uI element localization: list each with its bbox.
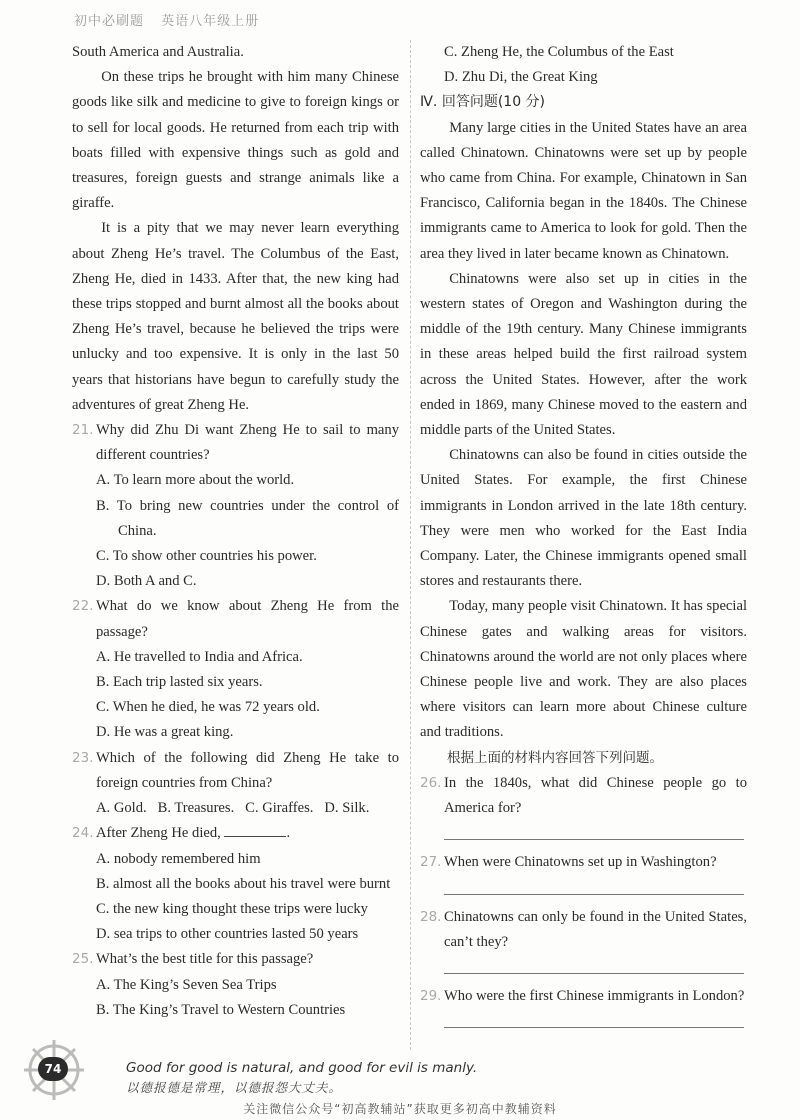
option[interactable]: B. Each trip lasted six years. bbox=[96, 674, 263, 691]
option[interactable]: D. He was a great king. bbox=[96, 724, 234, 741]
question-25 bbox=[72, 947, 399, 1023]
option[interactable]: B. The King’s Travel to Western Countries bbox=[96, 1001, 346, 1018]
question-text: What’s the best title for this passage? bbox=[96, 951, 314, 968]
option[interactable]: A. To learn more about the world. bbox=[96, 472, 295, 489]
answer-line[interactable] bbox=[444, 1013, 744, 1028]
question-29 bbox=[420, 984, 747, 1028]
page-number: 74 bbox=[38, 1057, 68, 1081]
passage-paragraph: Chinatowns can also be found in cities outside the United States. For example, the first Chinese immigrants in London arrived in the late 18th century. They were men who worked for the East India Company. Later, the Chinese immigrants opened small stores and restaurants there. bbox=[420, 447, 747, 590]
question-text: Which of the following did Zheng He take to foreign countries from China? bbox=[96, 749, 399, 791]
option[interactable]: C. To show other countries his power. bbox=[96, 548, 317, 565]
question-number: 23. bbox=[72, 749, 94, 766]
question-28 bbox=[420, 905, 747, 974]
question-number: 27. bbox=[420, 854, 442, 871]
question-number: 26. bbox=[420, 774, 442, 791]
option[interactable]: C. When he died, he was 72 years old. bbox=[96, 699, 320, 716]
quote-english: Good for good is natural, and good for evil is manly. bbox=[126, 1060, 478, 1076]
answer-blank[interactable] bbox=[224, 822, 286, 837]
question-number: 28. bbox=[420, 908, 442, 925]
question-number: 25. bbox=[72, 951, 94, 968]
question-number: 29. bbox=[420, 987, 442, 1004]
quote-chinese: 以德报德是常理，以德报怨大丈夫。 bbox=[126, 1080, 343, 1095]
book-title: 初中必刷题 bbox=[74, 14, 145, 29]
passage-paragraph: Chinatowns were also set up in cities in the western states of Oregon and Washington during the middle of the 19th century. Many Chinese immigrants in these areas helped build the first railroad system across the United States. However, after the work ended in 1869, many Chinese moved to the eastern and middle parts of the United States. bbox=[420, 270, 747, 439]
option[interactable]: C. the new king thought these trips were lucky bbox=[96, 900, 368, 917]
question-number: 22. bbox=[72, 598, 94, 615]
section-title: Ⅳ. 回答问题(10 分) bbox=[420, 94, 546, 111]
option[interactable]: B. To bring new countries under the control of China. bbox=[96, 497, 399, 539]
question-21 bbox=[72, 418, 399, 594]
answer-line[interactable] bbox=[444, 880, 744, 895]
option[interactable]: D. sea trips to other countries lasted 50 years bbox=[96, 926, 359, 943]
passage-paragraph: Many large cities in the United States have an area called Chinatown. Chinatowns were set up by people who came from China. For example, Chinatown in San Francisco, California began in the 1840s. The Chinese immigrants came to America to look for gold. Then the area they lived in later became known as Chinatown. bbox=[420, 119, 747, 262]
question-text: In the 1840s, what did Chinese people go to America for? bbox=[444, 774, 747, 817]
left-column bbox=[72, 40, 399, 1023]
promo-text: 关注微信公众号“初高教辅站”获取更多初高中教辅资料 bbox=[243, 1102, 557, 1116]
question-22 bbox=[72, 594, 399, 745]
option[interactable]: A. The King’s Seven Sea Trips bbox=[96, 976, 277, 993]
option[interactable]: D. Both A and C. bbox=[96, 573, 197, 590]
subject-title: 英语八年级上册 bbox=[161, 14, 260, 29]
question-27 bbox=[420, 850, 747, 894]
passage-paragraph: On these trips he brought with him many Chinese goods like silk and medicine to give to foreign kings or to sell for local goods. He returned from each trip with boats filled with expensive things such as gold and treasures, foreign guests and strange animals like a giraffe. bbox=[72, 69, 399, 212]
answer-line[interactable] bbox=[444, 825, 744, 840]
question-text: When were Chinatowns set up in Washington? bbox=[444, 854, 717, 871]
question-number: 21. bbox=[72, 422, 94, 439]
answer-line[interactable] bbox=[444, 959, 744, 974]
question-23 bbox=[72, 746, 399, 822]
option[interactable]: D. Zhu Di, the Great King bbox=[444, 69, 598, 86]
question-text: After Zheng He died, bbox=[96, 825, 221, 842]
question-number: 24. bbox=[72, 825, 94, 842]
passage-text: South America and Australia. bbox=[72, 44, 244, 60]
inline-options[interactable]: A. Gold. B. Treasures. C. Giraffes. D. Silk. bbox=[96, 800, 370, 817]
question-26 bbox=[420, 771, 747, 840]
question-text: Who were the first Chinese immigrants in London? bbox=[444, 987, 745, 1004]
column-divider bbox=[410, 40, 411, 1050]
question-text: Chinatowns can only be found in the United States, can’t they? bbox=[444, 908, 747, 950]
option[interactable]: A. He travelled to India and Africa. bbox=[96, 648, 303, 665]
passage-paragraph: It is a pity that we may never learn everything about Zheng He’s travel. The Columbus of the East, Zheng He, died in 1433. After that, the new king had these trips stopped and burnt almost all the books about Zheng He’s travel, because he believed the trips were unlucky and too expensive. It is only in the last 50 years that historians have begun to carefully study the adventures of great Zheng He. bbox=[72, 220, 399, 413]
right-column bbox=[420, 40, 747, 1038]
option[interactable]: C. Zheng He, the Columbus of the East bbox=[444, 44, 674, 60]
question-text: Why did Zhu Di want Zheng He to sail to many different countries? bbox=[96, 422, 399, 464]
page-header bbox=[74, 10, 271, 29]
passage-paragraph: Today, many people visit Chinatown. It has special Chinese gates and walking areas for visitors. Chinatowns around the world are not only places where Chinese people live and work. They are also places where visitors can learn more about Chinese culture and traditions. bbox=[420, 598, 747, 741]
instruction: 根据上面的材料内容回答下列问题。 bbox=[447, 749, 663, 766]
option[interactable]: A. nobody remembered him bbox=[96, 850, 261, 867]
question-text: What do we know about Zheng He from the passage? bbox=[96, 598, 399, 640]
question-24: 24. After Zheng He died, . A. nobody remembered him B. almost all the books about his travel were burnt C. the new king thought these trips were lucky D. sea trips to other countries lasted 50 years bbox=[72, 821, 399, 947]
option[interactable]: B. almost all the books about his travel were burnt bbox=[96, 875, 391, 892]
